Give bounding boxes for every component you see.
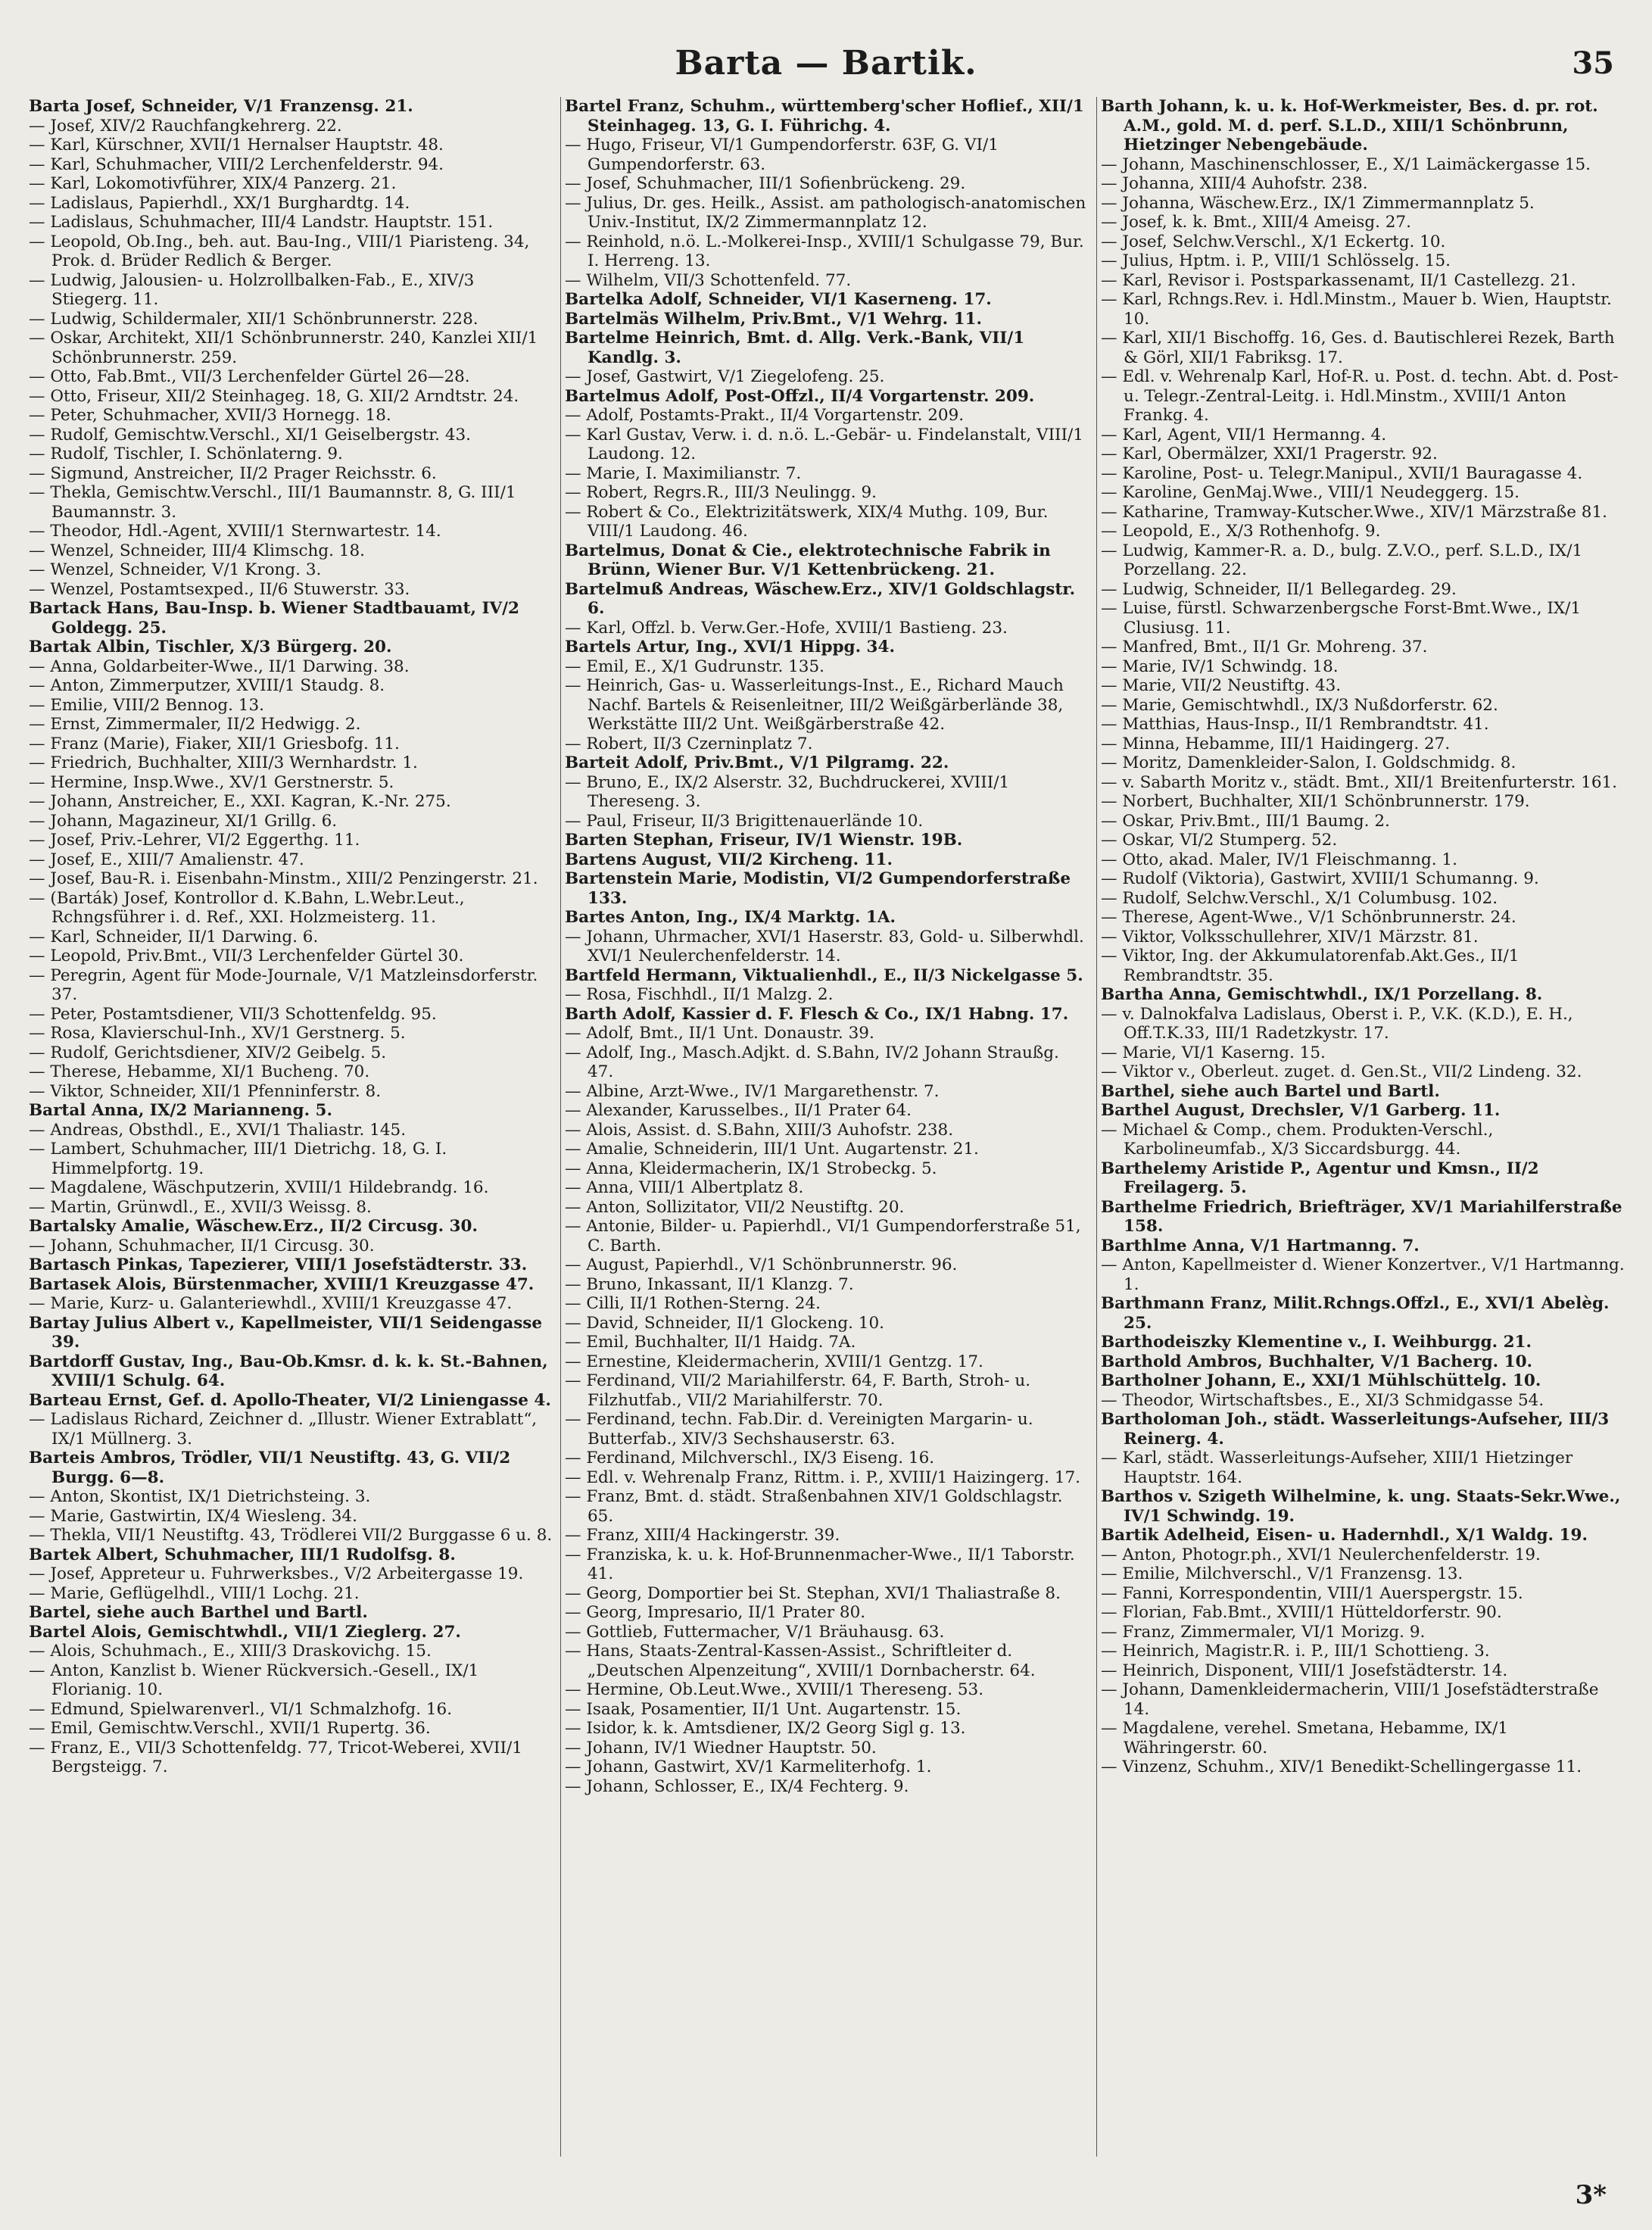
directory-entry: — Emilie, Milchverschl., V/1 Franzensg. 13.	[1101, 1564, 1463, 1583]
directory-entry: — Josef, k. k. Bmt., XIII/4 Ameisg. 27.	[1101, 213, 1411, 232]
directory-entry: — Viktor, Ing. der Akkumulatorenfab.Akt.Ges., II/1 Rembrandtstr. 35.	[1101, 947, 1520, 985]
directory-entry: — Lambert, Schuhmacher, III/1 Dietrichg. 18, G. I. Himmelpfortg. 19.	[29, 1140, 447, 1178]
directory-entry: — Karoline, GenMaj.Wwe., VIII/1 Neudeggerg. 15.	[1101, 483, 1520, 502]
directory-entry: — Andreas, Obsthdl., E., XVI/1 Thaliastr. 145.	[29, 1120, 407, 1140]
directory-entry: Bartak Albin, Tischler, X/3 Bürgerg. 20.	[29, 638, 392, 657]
directory-entry: — Josef, E., XIII/7 Amalienstr. 47.	[29, 850, 304, 869]
directory-entry: — Edl. v. Wehrenalp Franz, Rittm. i. P., XVIII/1 Haizingerg. 17.	[565, 1467, 1081, 1487]
directory-entry: — Wenzel, Schneider, V/1 Krong. 3.	[29, 560, 322, 579]
signature-mark: 3*	[1575, 2180, 1607, 2210]
directory-entry: — Georg, Domportier bei St. Stephan, XVI/1 Thaliastraße 8.	[565, 1583, 1061, 1603]
directory-entry: Bartelka Adolf, Schneider, VI/1 Kaserneng. 17.	[565, 290, 992, 309]
directory-entry: — Sigmund, Anstreicher, II/2 Prager Reichsstr. 6.	[29, 463, 437, 483]
directory-entry: — Ludwig, Schildermaler, XII/1 Schönbrunnerstr. 228.	[29, 309, 478, 329]
directory-entry: Bartik Adelheid, Eisen- u. Hadernhdl., X/1 Waldg. 19.	[1101, 1526, 1588, 1545]
directory-entry: Bartasek Alois, Bürstenmacher, XVIII/1 Kreuzgasse 47.	[29, 1274, 535, 1294]
directory-entry: — Friedrich, Buchhalter, XIII/3 Wernhardstr. 1.	[29, 753, 418, 772]
directory-entry: Bartelme Heinrich, Bmt. d. Allg. Verk.-Bank, VII/1 Kandlg. 3.	[565, 329, 1025, 367]
directory-entry: — Adolf, Postamts-Prakt., II/4 Vorgartenstr. 209.	[565, 406, 965, 425]
column-2	[565, 97, 1089, 2187]
directory-entry: — Marie, VI/1 Kaserng. 15.	[1101, 1043, 1326, 1062]
directory-entry: Barthodeiszky Klementine v., I. Weihburgg. 21.	[1101, 1333, 1532, 1352]
directory-entry: — Ludwig, Schneider, II/1 Bellegardeg. 29.	[1101, 579, 1457, 599]
directory-entry: — Oskar, Architekt, XII/1 Schönbrunnerstr. 240, Kanzlei XII/1 Schönbrunnerstr. 259.	[29, 329, 538, 367]
directory-entry: Bartelmus Adolf, Post-Offzl., II/4 Vorgartenstr. 209.	[565, 386, 1035, 406]
directory-entry: — Anna, VIII/1 Albertplatz 8.	[565, 1178, 804, 1197]
directory-entry: — Paul, Friseur, II/3 Brigittenauerlände 10.	[565, 811, 924, 831]
directory-entry: — Theodor, Wirtschaftsbes., E., XI/3 Schmidgasse 54.	[1101, 1390, 1544, 1410]
directory-entry: — Peter, Postamtsdiener, VII/3 Schottenfeldg. 95.	[29, 1004, 437, 1024]
directory-entry: — Rudolf (Viktoria), Gastwirt, XVIII/1 Schumanng. 9.	[1101, 869, 1539, 888]
directory-entry: Bartal Anna, IX/2 Marianneng. 5.	[29, 1101, 333, 1120]
directory-entry: — Karl, Schneider, II/1 Darwing. 6.	[29, 927, 319, 947]
directory-entry: — v. Sabarth Moritz v., städt. Bmt., XII/1 Breitenfurterstr. 161.	[1101, 772, 1618, 792]
directory-entry: — Anna, Kleidermacherin, IX/1 Strobeckg. 5.	[565, 1159, 937, 1178]
directory-entry: — Karoline, Post- u. Telegr.Manipul., XVII/1 Bauragasse 4.	[1101, 463, 1583, 483]
directory-entry: — Oskar, VI/2 Stumperg. 52.	[1101, 831, 1338, 850]
directory-entry: — Rudolf, Gemischtw.Verschl., XI/1 Geiselbergstr. 43.	[29, 425, 472, 444]
directory-entry: — v. Dalnokfalva Ladislaus, Oberst i. P., V.K. (K.D.), E. H., Off.T.K.33, III/1 Radetzkystr. 17.	[1101, 1004, 1573, 1043]
directory-entry: — Adolf, Bmt., II/1 Unt. Donaustr. 39.	[565, 1024, 874, 1043]
directory-entry: Bartens August, VII/2 Kircheng. 11.	[565, 850, 893, 869]
directory-entry: — Luise, fürstl. Schwarzenbergsche Forst-Bmt.Wwe., IX/1 Clusiusg. 11.	[1101, 599, 1582, 638]
directory-entry: — Johann, Schlosser, E., IX/4 Fechterg. 9.	[565, 1776, 909, 1796]
directory-entry: — Franz, Zimmermaler, VI/1 Morizg. 9.	[1101, 1622, 1426, 1642]
directory-entry: — Magdalene, verehel. Smetana, Hebamme, IX/1 Währingerstr. 60.	[1101, 1719, 1508, 1757]
directory-entry: Bartha Anna, Gemischtwhdl., IX/1 Porzellang. 8.	[1101, 985, 1543, 1004]
directory-entry: — Amalie, Schneiderin, III/1 Unt. Augartenstr. 21.	[565, 1140, 979, 1159]
directory-entry: — Isidor, k. k. Amtsdiener, IX/2 Georg Sigl g. 13.	[565, 1719, 966, 1738]
directory-entry: Barten Stephan, Friseur, IV/1 Wienstr. 19B.	[565, 831, 963, 850]
directory-entry: — Emilie, VIII/2 Bennog. 13.	[29, 695, 264, 715]
directory-entry: — Karl, Offzl. b. Verw.Ger.-Hofe, XVIII/1 Bastieng. 23.	[565, 618, 1008, 638]
directory-entry: — Robert, Regrs.R., III/3 Neulingg. 9.	[565, 483, 877, 502]
directory-entry: — Moritz, Damenkleider-Salon, I. Goldschmidg. 8.	[1101, 753, 1516, 772]
directory-entry: Barth Adolf, Kassier d. F. Flesch & Co., IX/1 Habng. 17.	[565, 1004, 1069, 1024]
directory-entry: Barteit Adolf, Priv.Bmt., V/1 Pilgramg. 22.	[565, 753, 949, 772]
directory-entry: — Ferdinand, techn. Fab.Dir. d. Vereinigten Margarin- u. Butterfab., XIV/3 Sechshauserstr. 63.	[565, 1410, 1033, 1449]
directory-entry: — Marie, I. Maximilianstr. 7.	[565, 463, 802, 483]
directory-entry: — Theodor, Hdl.-Agent, XVIII/1 Sternwartestr. 14.	[29, 522, 441, 541]
directory-entry: — Franz, E., VII/3 Schottenfeldg. 77, Tricot-Weberei, XVII/1 Bergsteigg. 7.	[29, 1738, 522, 1776]
directory-entry: — Anton, Kapellmeister d. Wiener Konzertver., V/1 Hartmanng. 1.	[1101, 1255, 1625, 1294]
directory-entry: — Ferdinand, Milchverschl., IX/3 Eiseng. 16.	[565, 1449, 935, 1467]
directory-entry: — Emil, E., X/1 Gudrunstr. 135.	[565, 657, 824, 676]
column-3	[1101, 97, 1625, 2187]
directory-entry: — Fanni, Korrespondentin, VIII/1 Auerspergstr. 15.	[1101, 1583, 1523, 1603]
directory-entry: — Oskar, Priv.Bmt., III/1 Baumg. 2.	[1101, 811, 1390, 831]
directory-entry: — August, Papierhdl., V/1 Schönbrunnerstr. 96.	[565, 1255, 958, 1274]
directory-entry: — Johann, Maschinenschlosser, E., X/1 Laimäckergasse 15.	[1101, 154, 1591, 174]
directory-entry: — Johann, IV/1 Wiedner Hauptstr. 50.	[565, 1738, 877, 1757]
directory-entry: — Bruno, E., IX/2 Alserstr. 32, Buchdruckerei, XVIII/1 Thereseng. 3.	[565, 772, 1010, 811]
directory-entry: Bartholner Johann, E., XXI/1 Mühlschüttelg. 10.	[1101, 1371, 1541, 1390]
directory-entry: Bartelmus, Donat & Cie., elektrotechnische Fabrik in Brünn, Wiener Bur. V/1 Kettenbrückeng. 21.	[565, 541, 1051, 579]
directory-entry: — Josef, Bau-R. i. Eisenbahn-Minstm., XIII/2 Penzingerstr. 21.	[29, 869, 538, 888]
directory-entry: — David, Schneider, II/1 Glockeng. 10.	[565, 1313, 884, 1333]
directory-entry: — Emil, Buchhalter, II/1 Haidg. 7A.	[565, 1333, 856, 1352]
directory-entry: — Leopold, Ob.Ing., beh. aut. Bau-Ing., VIII/1 Piaristeng. 34, Prok. d. Brüder Redlich & Berger.	[29, 232, 530, 270]
directory-entry: — Viktor v., Oberleut. zuget. d. Gen.St., VII/2 Lindeng. 32.	[1101, 1062, 1582, 1081]
directory-entry: — Leopold, Priv.Bmt., VII/3 Lerchenfelder Gürtel 30.	[29, 947, 464, 965]
directory-entry: Bartdorff Gustav, Ing., Bau-Ob.Kmsr. d. k. k. St.-Bahnen, XVIII/1 Schulg. 64.	[29, 1352, 548, 1390]
directory-entry: Barteau Ernst, Gef. d. Apollo-Theater, VI/2 Liniengasse 4.	[29, 1390, 551, 1410]
directory-entry: — Gottlieb, Futtermacher, V/1 Bräuhausg. 63.	[565, 1622, 945, 1642]
directory-entry: — Rosa, Klavierschul-Inh., XV/1 Gerstnerg. 5.	[29, 1024, 406, 1043]
directory-entry: — Hermine, Insp.Wwe., XV/1 Gerstnerstr. 5.	[29, 772, 394, 792]
directory-entry: Barthel, siehe auch Bartel und Bartl.	[1101, 1081, 1440, 1101]
directory-entry: — Bruno, Inkassant, II/1 Klanzg. 7.	[565, 1274, 854, 1294]
directory-entry: — Ladislaus, Papierhdl., XX/1 Burghardtg. 14.	[29, 193, 410, 213]
directory-entry: Barthold Ambros, Buchhalter, V/1 Bacherg. 10.	[1101, 1352, 1533, 1371]
directory-entry: — Anton, Photogr.ph., XVI/1 Neulerchenfelderstr. 19.	[1101, 1545, 1541, 1564]
directory-entry: — Wenzel, Postamtsexped., II/6 Stuwerstr. 33.	[29, 579, 410, 599]
directory-entry: — Karl, XII/1 Bischoffg. 16, Ges. d. Bautischlerei Rezek, Barth & Görl, XII/1 Fabriksg. 17.	[1101, 329, 1615, 367]
directory-entry: — Ladislaus, Schuhmacher, III/4 Landstr. Hauptstr. 151.	[29, 213, 494, 232]
directory-entry: — Anton, Kanzlist b. Wiener Rückversich.-Gesell., IX/1 Florianig. 10.	[29, 1661, 479, 1699]
directory-entry: — Magdalene, Wäschputzerin, XVIII/1 Hildebrandg. 16.	[29, 1178, 489, 1197]
directory-entry: — Marie, Gemischtwhdl., IX/3 Nußdorferstr. 62.	[1101, 695, 1498, 715]
directory-entry: — Reinhold, n.ö. L.-Molkerei-Insp., XVIII/1 Schulgasse 79, Bur. I. Herreng. 13.	[565, 232, 1084, 270]
directory-entry: — Katharine, Tramway-Kutscher.Wwe., XIV/1 Märzstraße 81.	[1101, 502, 1607, 522]
directory-entry: — Josef, Gastwirt, V/1 Ziegelofeng. 25.	[565, 367, 885, 386]
directory-entry: — Karl, Agent, VII/1 Hermanng. 4.	[1101, 425, 1387, 444]
directory-entry: — Josef, Priv.-Lehrer, VI/2 Eggerthg. 11.	[29, 831, 360, 850]
directory-entry: Barteis Ambros, Trödler, VII/1 Neustiftg. 43, G. VII/2 Burgg. 6—8.	[29, 1449, 511, 1487]
directory-entry: — Johanna, Wäschew.Erz., IX/1 Zimmermannplatz 5.	[1101, 193, 1535, 213]
directory-entry: — Franz (Marie), Fiaker, XII/1 Griesbofg. 11.	[29, 734, 400, 753]
directory-entry: — Anton, Zimmerputzer, XVIII/1 Staudg. 8.	[29, 676, 385, 695]
directory-entry: — Anton, Sollizitator, VII/2 Neustiftg. 20.	[565, 1197, 905, 1217]
directory-entry: — Marie, VII/2 Neustiftg. 43.	[1101, 676, 1342, 695]
directory-entry: — Florian, Fab.Bmt., XVIII/1 Hütteldorferstr. 90.	[1101, 1603, 1502, 1622]
directory-entry: — Manfred, Bmt., II/1 Gr. Mohreng. 37.	[1101, 638, 1428, 657]
directory-entry: — Rudolf, Selchw.Verschl., X/1 Columbusg. 102.	[1101, 888, 1498, 908]
directory-entry: Bartelmäs Wilhelm, Priv.Bmt., V/1 Wehrg. 11.	[565, 309, 982, 329]
directory-entry: — Josef, XIV/2 Rauchfangkehrerg. 22.	[29, 116, 342, 136]
directory-entry: — Johanna, XIII/4 Auhofstr. 238.	[1101, 174, 1368, 193]
directory-entry: — Alexander, Karusselbes., II/1 Prater 64.	[565, 1101, 912, 1120]
directory-entry: — Marie, Geflügelhdl., VIII/1 Lochg. 21.	[29, 1583, 360, 1603]
directory-entry: — Marie, Kurz- u. Galanteriewhdl., XVIII/1 Kreuzgasse 47.	[29, 1294, 513, 1313]
directory-entry: — Peregrin, Agent für Mode-Journale, V/1 Matzleinsdorferstr. 37.	[29, 965, 538, 1004]
directory-entry: — Franz, XIII/4 Hackingerstr. 39.	[565, 1526, 840, 1545]
directory-entry: — Karl, Lokomotivführer, XIX/4 Panzerg. 21.	[29, 174, 397, 193]
directory-entry: — Adolf, Ing., Masch.Adjkt. d. S.Bahn, IV/2 Johann Straußg. 47.	[565, 1043, 1059, 1081]
directory-entry: — Otto, akad. Maler, IV/1 Fleischmanng. 1.	[1101, 850, 1457, 869]
directory-entry: — Leopold, E., X/3 Rothenhofg. 9.	[1101, 522, 1381, 541]
directory-entry: Bartholoman Joh., städt. Wasserleitungs-Aufseher, III/3 Reinerg. 4.	[1101, 1410, 1610, 1449]
page-title: Barta — Bartik.	[675, 44, 977, 83]
directory-entry: — Johann, Anstreicher, E., XXI. Kagran, K.-Nr. 275.	[29, 792, 451, 811]
directory-entry: — Rudolf, Tischler, I. Schönlaterng. 9.	[29, 444, 343, 463]
directory-entry: — Marie, IV/1 Schwindg. 18.	[1101, 657, 1339, 676]
directory-entry: — Karl, städt. Wasserleitungs-Aufseher, XIII/1 Hietzinger Hauptstr. 164.	[1101, 1449, 1573, 1487]
directory-entry: — Cilli, II/1 Rothen-Sterng. 24.	[565, 1294, 821, 1313]
directory-entry: Bartasch Pinkas, Tapezierer, VIII/1 Josefstädterstr. 33.	[29, 1255, 528, 1274]
directory-entry: Bartenstein Marie, Modistin, VI/2 Gumpendorferstraße 133.	[565, 869, 1071, 908]
directory-entry: — Wenzel, Schneider, III/4 Klimschg. 18.	[29, 541, 365, 560]
directory-entry: — Ernst, Zimmermaler, II/2 Hedwigg. 2.	[29, 715, 361, 734]
directory-entry: — Karl, Schuhmacher, VIII/2 Lerchenfelderstr. 94.	[29, 154, 444, 174]
directory-entry: — Ludwig, Jalousien- u. Holzrollbalken-Fab., E., XIV/3 Stiegerg. 11.	[29, 270, 475, 309]
page-header	[30, 44, 1622, 89]
directory-entry: — Albine, Arzt-Wwe., IV/1 Margarethenstr. 7.	[565, 1081, 940, 1101]
directory-entry: — Karl, Revisor i. Postsparkassenamt, II/1 Castellezg. 21.	[1101, 270, 1576, 290]
directory-entry: — Vinzenz, Schuhm., XIV/1 Benedikt-Schellingergasse 11.	[1101, 1757, 1582, 1776]
directory-entry: — Josef, Selchw.Verschl., X/1 Eckertg. 10.	[1101, 232, 1446, 251]
directory-entry: — Alois, Assist. d. S.Bahn, XIII/3 Auhofstr. 238.	[565, 1120, 954, 1140]
directory-entry: — Josef, Appreteur u. Fuhrwerksbes., V/2 Arbeitergasse 19.	[29, 1564, 524, 1583]
directory-entry: — Alois, Schuhmach., E., XIII/3 Draskovichg. 15.	[29, 1642, 432, 1661]
directory-entry: — Rudolf, Gerichtsdiener, XIV/2 Geibelg. 5.	[29, 1043, 387, 1062]
column-1	[29, 97, 553, 2187]
directory-entry: — Robert & Co., Elektrizitätswerk, XIX/4 Muthg. 109, Bur. VIII/1 Laudong. 46.	[565, 502, 1049, 541]
directory-entry: Barthel August, Drechsler, V/1 Garberg. 11.	[1101, 1101, 1501, 1120]
directory-entry: Bartek Albert, Schuhmacher, III/1 Rudolfsg. 8.	[29, 1545, 456, 1564]
directory-entry: Bartel Alois, Gemischtwhdl., VII/1 Zieglerg. 27.	[29, 1622, 461, 1642]
directory-entry: — Hugo, Friseur, VI/1 Gumpendorferstr. 63F, G. VI/1 Gumpendorferstr. 63.	[565, 136, 999, 174]
directory-entry: — Ernestine, Kleidermacherin, XVIII/1 Gentzg. 17.	[565, 1352, 983, 1371]
directory-entry: — Anton, Skontist, IX/1 Dietrichsteing. 3.	[29, 1487, 371, 1506]
directory-entry: — Julius, Dr. ges. Heilk., Assist. am pathologisch-anatomischen Univ.-Institut, IX/2 Zimmermannplatz 12.	[565, 193, 1086, 232]
directory-entry: — Heinrich, Disponent, VIII/1 Josefstädterstr. 14.	[1101, 1661, 1508, 1680]
directory-entry: — Minna, Hebamme, III/1 Haidingerg. 27.	[1101, 734, 1451, 753]
page-number: 35	[1572, 45, 1614, 81]
directory-entry: — Julius, Hptm. i. P., VIII/1 Schlösselg. 15.	[1101, 251, 1451, 270]
directory-entry: — Emil, Gemischtw.Verschl., XVII/1 Rupertg. 36.	[29, 1719, 431, 1738]
directory-entry: — Peter, Schuhmacher, XVII/3 Hornegg. 18.	[29, 406, 391, 425]
directory-entry: Barthmann Franz, Milit.Rchngs.Offzl., E., XVI/1 Abelèg. 25.	[1101, 1294, 1610, 1333]
directory-entry: Bartel Franz, Schuhm., württemberg'scher Hoflief., XII/1 Steinhageg. 13, G. I. Führichg. 4.	[565, 97, 1084, 136]
directory-entry: Barth Johann, k. u. k. Hof-Werkmeister, Bes. d. pr. rot. A.M., gold. M. d. perf. S.L.D., XIII/1 Schönbrunn, Hietzinger Nebengebäude.	[1101, 97, 1598, 154]
directory-entry: — Franz, Bmt. d. städt. Straßenbahnen XIV/1 Goldschlagstr. 65.	[565, 1487, 1063, 1526]
directory-entry: Bartel, siehe auch Barthel und Bartl.	[29, 1603, 368, 1622]
directory-entry: — Johann, Schuhmacher, II/1 Circusg. 30.	[29, 1236, 375, 1255]
directory-entry: — Thekla, Gemischtw.Verschl., III/1 Baumannstr. 8, G. III/1 Baumannstr. 3.	[29, 483, 516, 522]
directory-entry: — Heinrich, Gas- u. Wasserleitungs-Inst., E., Richard Mauch Nachf. Bartels & Reisenleitner, III/2 Weißgärberlände 38, Werkstätte III/2 Unt. Weißgärberstraße 42.	[565, 676, 1064, 734]
directory-entry: — Edmund, Spielwarenverl., VI/1 Schmalzhofg. 16.	[29, 1699, 453, 1719]
directory-entry: Bartfeld Hermann, Viktualienhdl., E., II/3 Nickelgasse 5.	[565, 965, 1083, 985]
directory-entry: — Karl, Kürschner, XVII/1 Hernalser Hauptstr. 48.	[29, 136, 444, 154]
directory-entry: — Johann, Damenkleidermacherin, VIII/1 Josefstädterstraße 14.	[1101, 1680, 1599, 1719]
directory-entry: — Matthias, Haus-Insp., II/1 Rembrandtstr. 41.	[1101, 715, 1489, 734]
directory-entry: — Martin, Grünwdl., E., XVII/3 Weissg. 8.	[29, 1197, 372, 1217]
directory-entry: Bartels Artur, Ing., XVI/1 Hippg. 34.	[565, 638, 895, 657]
directory-entry: — Heinrich, Magistr.R. i. P., III/1 Schottieng. 3.	[1101, 1642, 1490, 1661]
directory-entry: Barthelemy Aristide P., Agentur und Kmsn., II/2 Freilagerg. 5.	[1101, 1159, 1539, 1197]
directory-entry: — Johann, Uhrmacher, XVI/1 Haserstr. 83, Gold- u. Silberwhdl. XVI/1 Neulerchenfelderstr. 14.	[565, 927, 1084, 965]
directory-entry: Bartay Julius Albert v., Kapellmeister, VII/1 Seidengasse 39.	[29, 1313, 543, 1352]
directory-entry: Barta Josef, Schneider, V/1 Franzensg. 21.	[29, 97, 413, 116]
directory-entry: — Edl. v. Wehrenalp Karl, Hof-R. u. Post. d. techn. Abt. d. Post- u. Telegr.-Zentral-Leitg. i. Hdl.Minstm., XVIII/1 Anton Frankg. 4.	[1101, 367, 1619, 425]
directory-entry: — Franziska, k. u. k. Hof-Brunnenmacher-Wwe., II/1 Taborstr. 41.	[565, 1545, 1075, 1583]
directory-entry: — Johann, Gastwirt, XV/1 Karmeliterhofg. 1.	[565, 1757, 932, 1776]
directory-entry: — Hans, Staats-Zentral-Kassen-Assist., Schriftleiter d. „Deutschen Alpenzeitung“, XVIII/1 Dornbacherstr. 64.	[565, 1642, 1036, 1680]
directory-entry: — Marie, Gastwirtin, IX/4 Wiesleng. 34.	[29, 1506, 357, 1526]
directory-entry: — Viktor, Volksschullehrer, XIV/1 Märzstr. 81.	[1101, 927, 1479, 947]
directory-entry: — Georg, Impresario, II/1 Prater 80.	[565, 1603, 866, 1622]
directory-entry: — Therese, Agent-Wwe., V/1 Schönbrunnerstr. 24.	[1101, 908, 1516, 927]
directory-entry: — Anna, Goldarbeiter-Wwe., II/1 Darwing. 38.	[29, 657, 410, 676]
directory-entry: — Johann, Magazineur, XI/1 Grillg. 6.	[29, 811, 338, 831]
directory-entry: — Viktor, Schneider, XII/1 Pfenninferstr. 8.	[29, 1081, 382, 1101]
directory-entry: — Ludwig, Kammer-R. a. D., bulg. Z.V.O., perf. S.L.D., IX/1 Porzellang. 22.	[1101, 541, 1583, 579]
entry-columns	[29, 97, 1626, 2187]
directory-entry: — Therese, Hebamme, XI/1 Bucheng. 70.	[29, 1062, 370, 1081]
directory-entry: Bartalsky Amalie, Wäschew.Erz., II/2 Circusg. 30.	[29, 1217, 478, 1236]
directory-entry: — Hermine, Ob.Leut.Wwe., XVIII/1 Thereseng. 53.	[565, 1680, 984, 1699]
directory-entry: — Thekla, VII/1 Neustiftg. 43, Trödlerei VII/2 Burggasse 6 u. 8.	[29, 1526, 553, 1545]
directory-entry: — (Barták) Josef, Kontrollor d. K.Bahn, L.Webr.Leut., Rchngsführer i. d. Ref., XXI. Holzmeisterg. 11.	[29, 888, 465, 927]
directory-entry: Bartack Hans, Bau-Insp. b. Wiener Stadtbauamt, IV/2 Goldegg. 25.	[29, 599, 519, 638]
directory-entry: Barthlme Anna, V/1 Hartmanng. 7.	[1101, 1236, 1420, 1255]
directory-entry: — Antonie, Bilder- u. Papierhdl., VI/1 Gumpendorferstraße 51, C. Barth.	[565, 1217, 1081, 1255]
directory-entry: Bartes Anton, Ing., IX/4 Marktg. 1A.	[565, 908, 896, 927]
directory-entry: — Otto, Fab.Bmt., VII/3 Lerchenfelder Gürtel 26—28.	[29, 367, 470, 386]
directory-entry: — Josef, Schuhmacher, III/1 Sofienbrückeng. 29.	[565, 174, 966, 193]
directory-entry: — Michael & Comp., chem. Produkten-Verschl., Karbolineumfab., X/3 Siccardsburgg. 44.	[1101, 1120, 1494, 1159]
directory-entry: Barthelme Friedrich, Briefträger, XV/1 Mariahilferstraße 158.	[1101, 1197, 1622, 1236]
directory-entry: — Wilhelm, VII/3 Schottenfeld. 77.	[565, 270, 852, 290]
directory-entry: — Isaak, Posamentier, II/1 Unt. Augartenstr. 15.	[565, 1699, 962, 1719]
directory-entry: — Ferdinand, VII/2 Mariahilferstr. 64, F. Barth, Stroh- u. Filzhutfab., VII/2 Mariahilferstr. 70.	[565, 1371, 1031, 1410]
directory-entry: Bartelmuß Andreas, Wäschew.Erz., XIV/1 Goldschlagstr. 6.	[565, 579, 1076, 618]
directory-entry: — Ladislaus Richard, Zeichner d. „Illustr. Wiener Extrablatt“, IX/1 Müllnerg. 3.	[29, 1410, 538, 1449]
directory-entry: — Karl, Obermälzer, XXI/1 Pragerstr. 92.	[1101, 444, 1438, 463]
directory-entry: — Karl, Rchngs.Rev. i. Hdl.Minstm., Mauer b. Wien, Hauptstr. 10.	[1101, 290, 1612, 329]
directory-entry: — Rosa, Fischhdl., II/1 Malzg. 2.	[565, 985, 834, 1004]
directory-entry: — Robert, II/3 Czerninplatz 7.	[565, 734, 813, 753]
directory-entry: — Norbert, Buchhalter, XII/1 Schönbrunnerstr. 179.	[1101, 792, 1530, 811]
directory-entry: — Otto, Friseur, XII/2 Steinhageg. 18, G. XII/2 Arndtstr. 24.	[29, 386, 519, 406]
directory-entry: Barthos v. Szigeth Wilhelmine, k. ung. Staats-Sekr.Wwe., IV/1 Schwindg. 19.	[1101, 1487, 1621, 1526]
directory-entry: — Karl Gustav, Verw. i. d. n.ö. L.-Gebär- u. Findelanstalt, VIII/1 Laudong. 12.	[565, 425, 1083, 463]
